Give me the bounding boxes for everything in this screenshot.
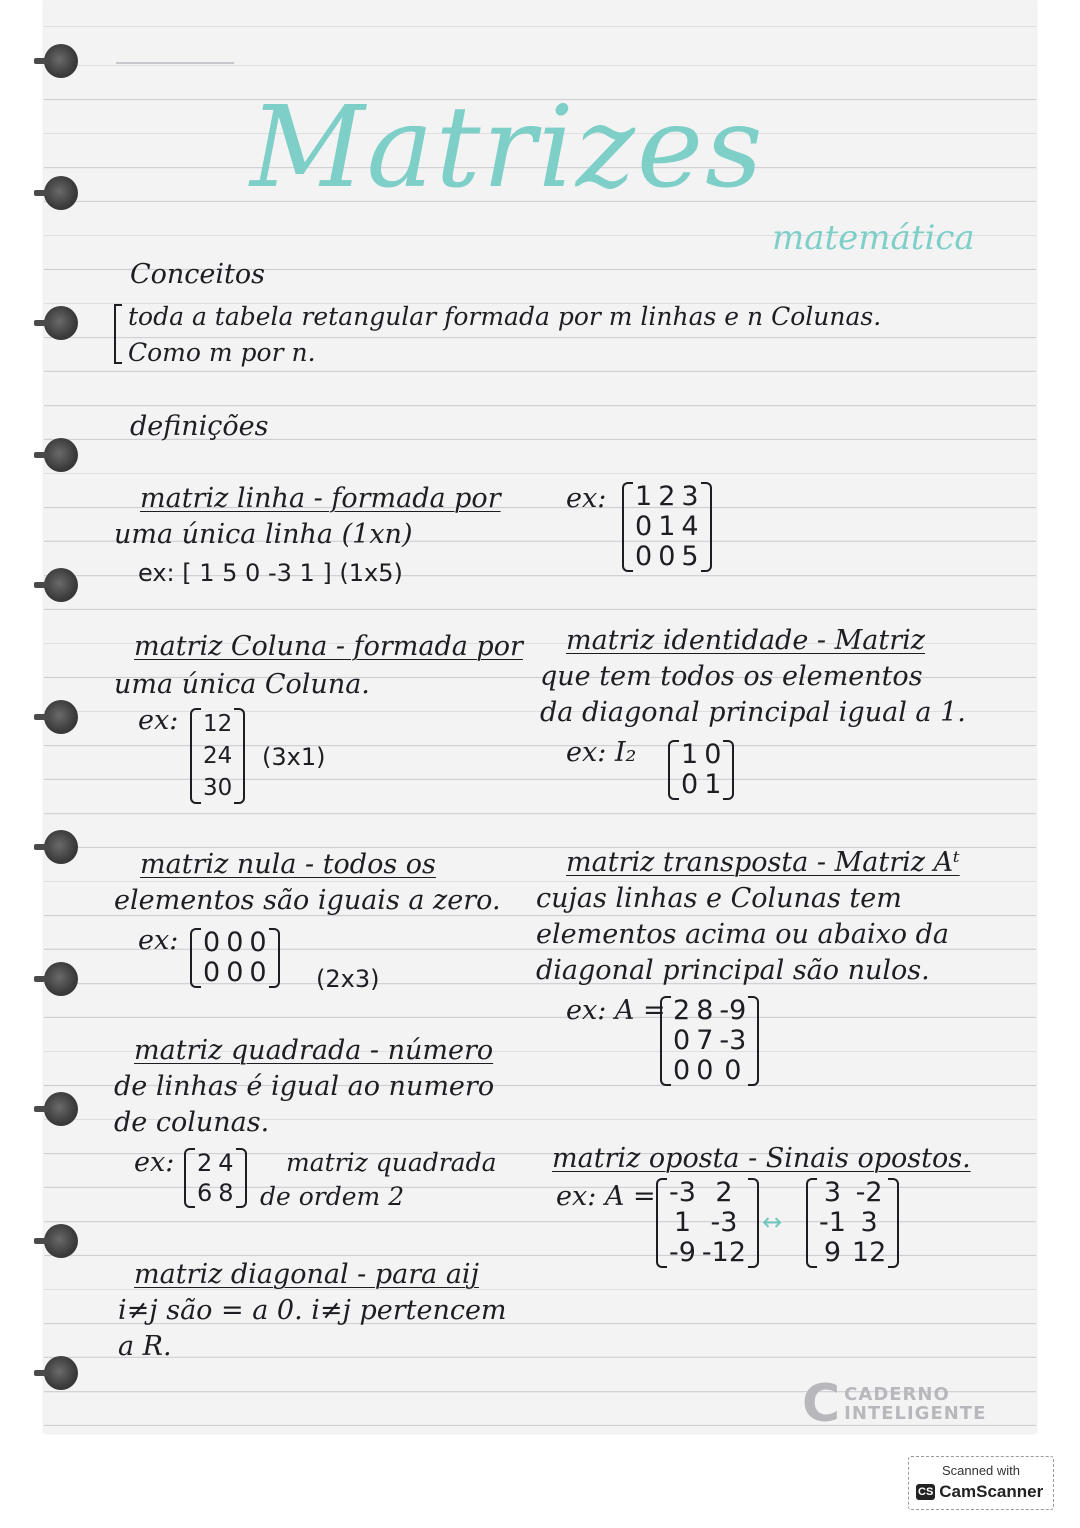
scanner-brand: CamScanner xyxy=(939,1482,1044,1501)
matrix-cell: 1 xyxy=(681,739,699,770)
matrix-cell: 0 xyxy=(249,927,267,958)
matrix-cell: 0 xyxy=(249,957,267,988)
matrix-cell: 0 xyxy=(681,769,699,800)
matrix-cell: 8 xyxy=(696,995,714,1026)
matrix-cell: -9 xyxy=(719,995,747,1026)
identidade-line-2: que tem todos os elementos xyxy=(540,661,923,692)
matrix-cell: 1 xyxy=(635,481,653,512)
identidade-title: matriz identidade - Matriz xyxy=(566,625,925,656)
arrow-icon: ↔ xyxy=(762,1208,783,1236)
matrix-cell: 2 xyxy=(673,995,691,1026)
page-subtitle: matemática xyxy=(772,218,975,258)
binder-hole-icon xyxy=(44,1224,78,1258)
matrix-cell: 8 xyxy=(218,1179,234,1207)
matrix-cell: -2 xyxy=(855,1177,883,1208)
matrix-cell: 0 xyxy=(635,511,653,542)
matrix-cell: 2 xyxy=(658,481,676,512)
matrix-cell: 4 xyxy=(681,511,699,542)
conceitos-line-1: toda a tabela retangular formada por m linhas e n Colunas. xyxy=(128,302,882,331)
matrix-cell: 0 xyxy=(635,541,653,572)
matrix-cell: 7 xyxy=(696,1025,714,1056)
logo-line-2: INTELIGENTE xyxy=(844,1403,987,1424)
binder-hole-icon xyxy=(44,962,78,996)
binder-hole-icon xyxy=(44,176,78,210)
oposta-matrix-b xyxy=(806,1178,899,1268)
matrix-cell: -1 xyxy=(819,1207,846,1238)
coluna-desc: uma única Coluna. xyxy=(114,669,370,700)
binder-hole-icon xyxy=(44,1092,78,1126)
binder-hole-icon xyxy=(44,700,78,734)
conceitos-line-2: Como m por n. xyxy=(128,338,316,367)
coluna-order: (3x1) xyxy=(262,743,326,771)
logo-line-1: CADERNO xyxy=(844,1384,950,1405)
matrix-cell: 12 xyxy=(851,1237,887,1268)
matrix-cell: 6 xyxy=(197,1179,213,1207)
quadrada-title: matriz quadrada - número xyxy=(134,1035,494,1066)
matrix-cell: 3 xyxy=(823,1177,842,1208)
matrix-cell: 0 xyxy=(724,1055,742,1086)
transposta-line-4: diagonal principal são nulos. xyxy=(536,955,930,986)
matrix-cell: 4 xyxy=(218,1149,234,1177)
matrix-cell: -3 xyxy=(719,1025,747,1056)
matrix-cell: 0 xyxy=(658,541,676,572)
scanner-caption: Scanned with xyxy=(941,1463,1021,1478)
quadrada-example-matrix xyxy=(184,1148,247,1208)
linha-example: ex: [ 1 5 0 -3 1 ] (1x5) xyxy=(138,559,403,587)
coluna-example-matrix xyxy=(190,708,245,804)
matrix-cell: 3 xyxy=(860,1207,878,1238)
conceitos-heading: Conceitos xyxy=(130,259,265,290)
matrix-cell: 2 xyxy=(197,1149,213,1177)
nula-example-matrix xyxy=(190,928,280,988)
nula-order: (2x3) xyxy=(316,965,380,993)
matrix-cell: -3 xyxy=(710,1207,738,1238)
coluna-ex-label: ex: xyxy=(138,705,179,736)
camscanner-icon: CS xyxy=(918,1486,934,1498)
nula-title: matriz nula - todos os xyxy=(140,849,436,880)
matrix-cell: 12 xyxy=(203,711,233,737)
page-title: Matrizes xyxy=(250,83,765,213)
matrix-cell: 1 xyxy=(658,511,676,542)
binder-hole-icon xyxy=(44,44,78,78)
transposta-example-matrix xyxy=(660,996,759,1086)
binder-hole-icon xyxy=(44,438,78,472)
matrix-cell: 3 xyxy=(681,481,699,512)
matrix-cell: 2 xyxy=(715,1177,733,1208)
diagonal-line-2: i≠j são = a 0. i≠j pertencem xyxy=(118,1295,507,1326)
identidade-example-matrix xyxy=(668,740,734,800)
binder-hole-icon xyxy=(44,830,78,864)
oposta-matrix-a xyxy=(656,1178,759,1268)
matrix-cell: 0 xyxy=(704,739,722,770)
matrix-cell: 0 xyxy=(203,957,221,988)
nula-ex-label: ex: xyxy=(138,925,179,956)
quadrada-note-1: matriz quadrada xyxy=(286,1148,497,1177)
matrix-cell: 0 xyxy=(673,1055,691,1086)
triangular-example-matrix xyxy=(622,482,712,572)
logo-c-icon: C xyxy=(802,1374,841,1434)
transposta-title: matriz transposta - Matriz Aᵗ xyxy=(566,847,960,878)
matrix-cell: 1 xyxy=(673,1207,692,1238)
oposta-ex-label: ex: A = xyxy=(556,1181,656,1212)
quadrada-ex-label: ex: xyxy=(134,1147,175,1178)
matrix-cell: 24 xyxy=(203,743,233,769)
matrix-cell: -12 xyxy=(701,1237,747,1268)
matrix-cell: -9 xyxy=(669,1237,696,1268)
diagonal-title: matriz diagonal - para aij xyxy=(134,1259,479,1290)
nula-desc: elementos são iguais a zero. xyxy=(114,885,501,916)
coluna-title: matriz Coluna - formada por xyxy=(134,631,523,662)
matrix-cell: -3 xyxy=(669,1177,696,1208)
transposta-line-3: elementos acima ou abaixo da xyxy=(536,919,950,950)
matrix-cell: 30 xyxy=(203,775,233,801)
matrix-cell: 9 xyxy=(823,1237,842,1268)
conceitos-bracket xyxy=(114,304,122,364)
matrix-cell: 0 xyxy=(673,1025,691,1056)
camscanner-watermark xyxy=(908,1456,1054,1510)
date-line xyxy=(116,62,234,64)
binder-hole-icon xyxy=(44,1356,78,1390)
quadrada-line-3: de colunas. xyxy=(114,1107,270,1138)
matrix-cell: 5 xyxy=(681,541,699,572)
identidade-ex-label: ex: I₂ xyxy=(566,737,637,768)
linha-desc: uma única linha (1xn) xyxy=(114,519,413,550)
binder-hole-icon xyxy=(44,568,78,602)
transposta-ex-label: ex: A = xyxy=(566,995,666,1026)
transposta-line-2: cujas linhas e Colunas tem xyxy=(536,883,902,914)
binder-hole-icon xyxy=(44,306,78,340)
linha-title: matriz linha - formada por xyxy=(140,483,501,514)
quadrada-line-2: de linhas é igual ao numero xyxy=(114,1071,495,1102)
matrix-cell: 0 xyxy=(226,927,244,958)
oposta-title: matriz oposta - Sinais opostos. xyxy=(552,1143,971,1174)
definicoes-heading: definições xyxy=(130,411,269,442)
identidade-line-3: da diagonal principal igual a 1. xyxy=(540,697,966,728)
caderno-inteligente-logo xyxy=(802,1374,987,1434)
quadrada-note-2: de ordem 2 xyxy=(260,1182,405,1211)
matrix-cell: 0 xyxy=(203,927,221,958)
matrix-cell: 0 xyxy=(226,957,244,988)
triangular-ex-label: ex: xyxy=(566,483,607,514)
diagonal-line-3: a R. xyxy=(118,1331,172,1362)
matrix-cell: 0 xyxy=(696,1055,714,1086)
matrix-cell: 1 xyxy=(704,769,722,800)
